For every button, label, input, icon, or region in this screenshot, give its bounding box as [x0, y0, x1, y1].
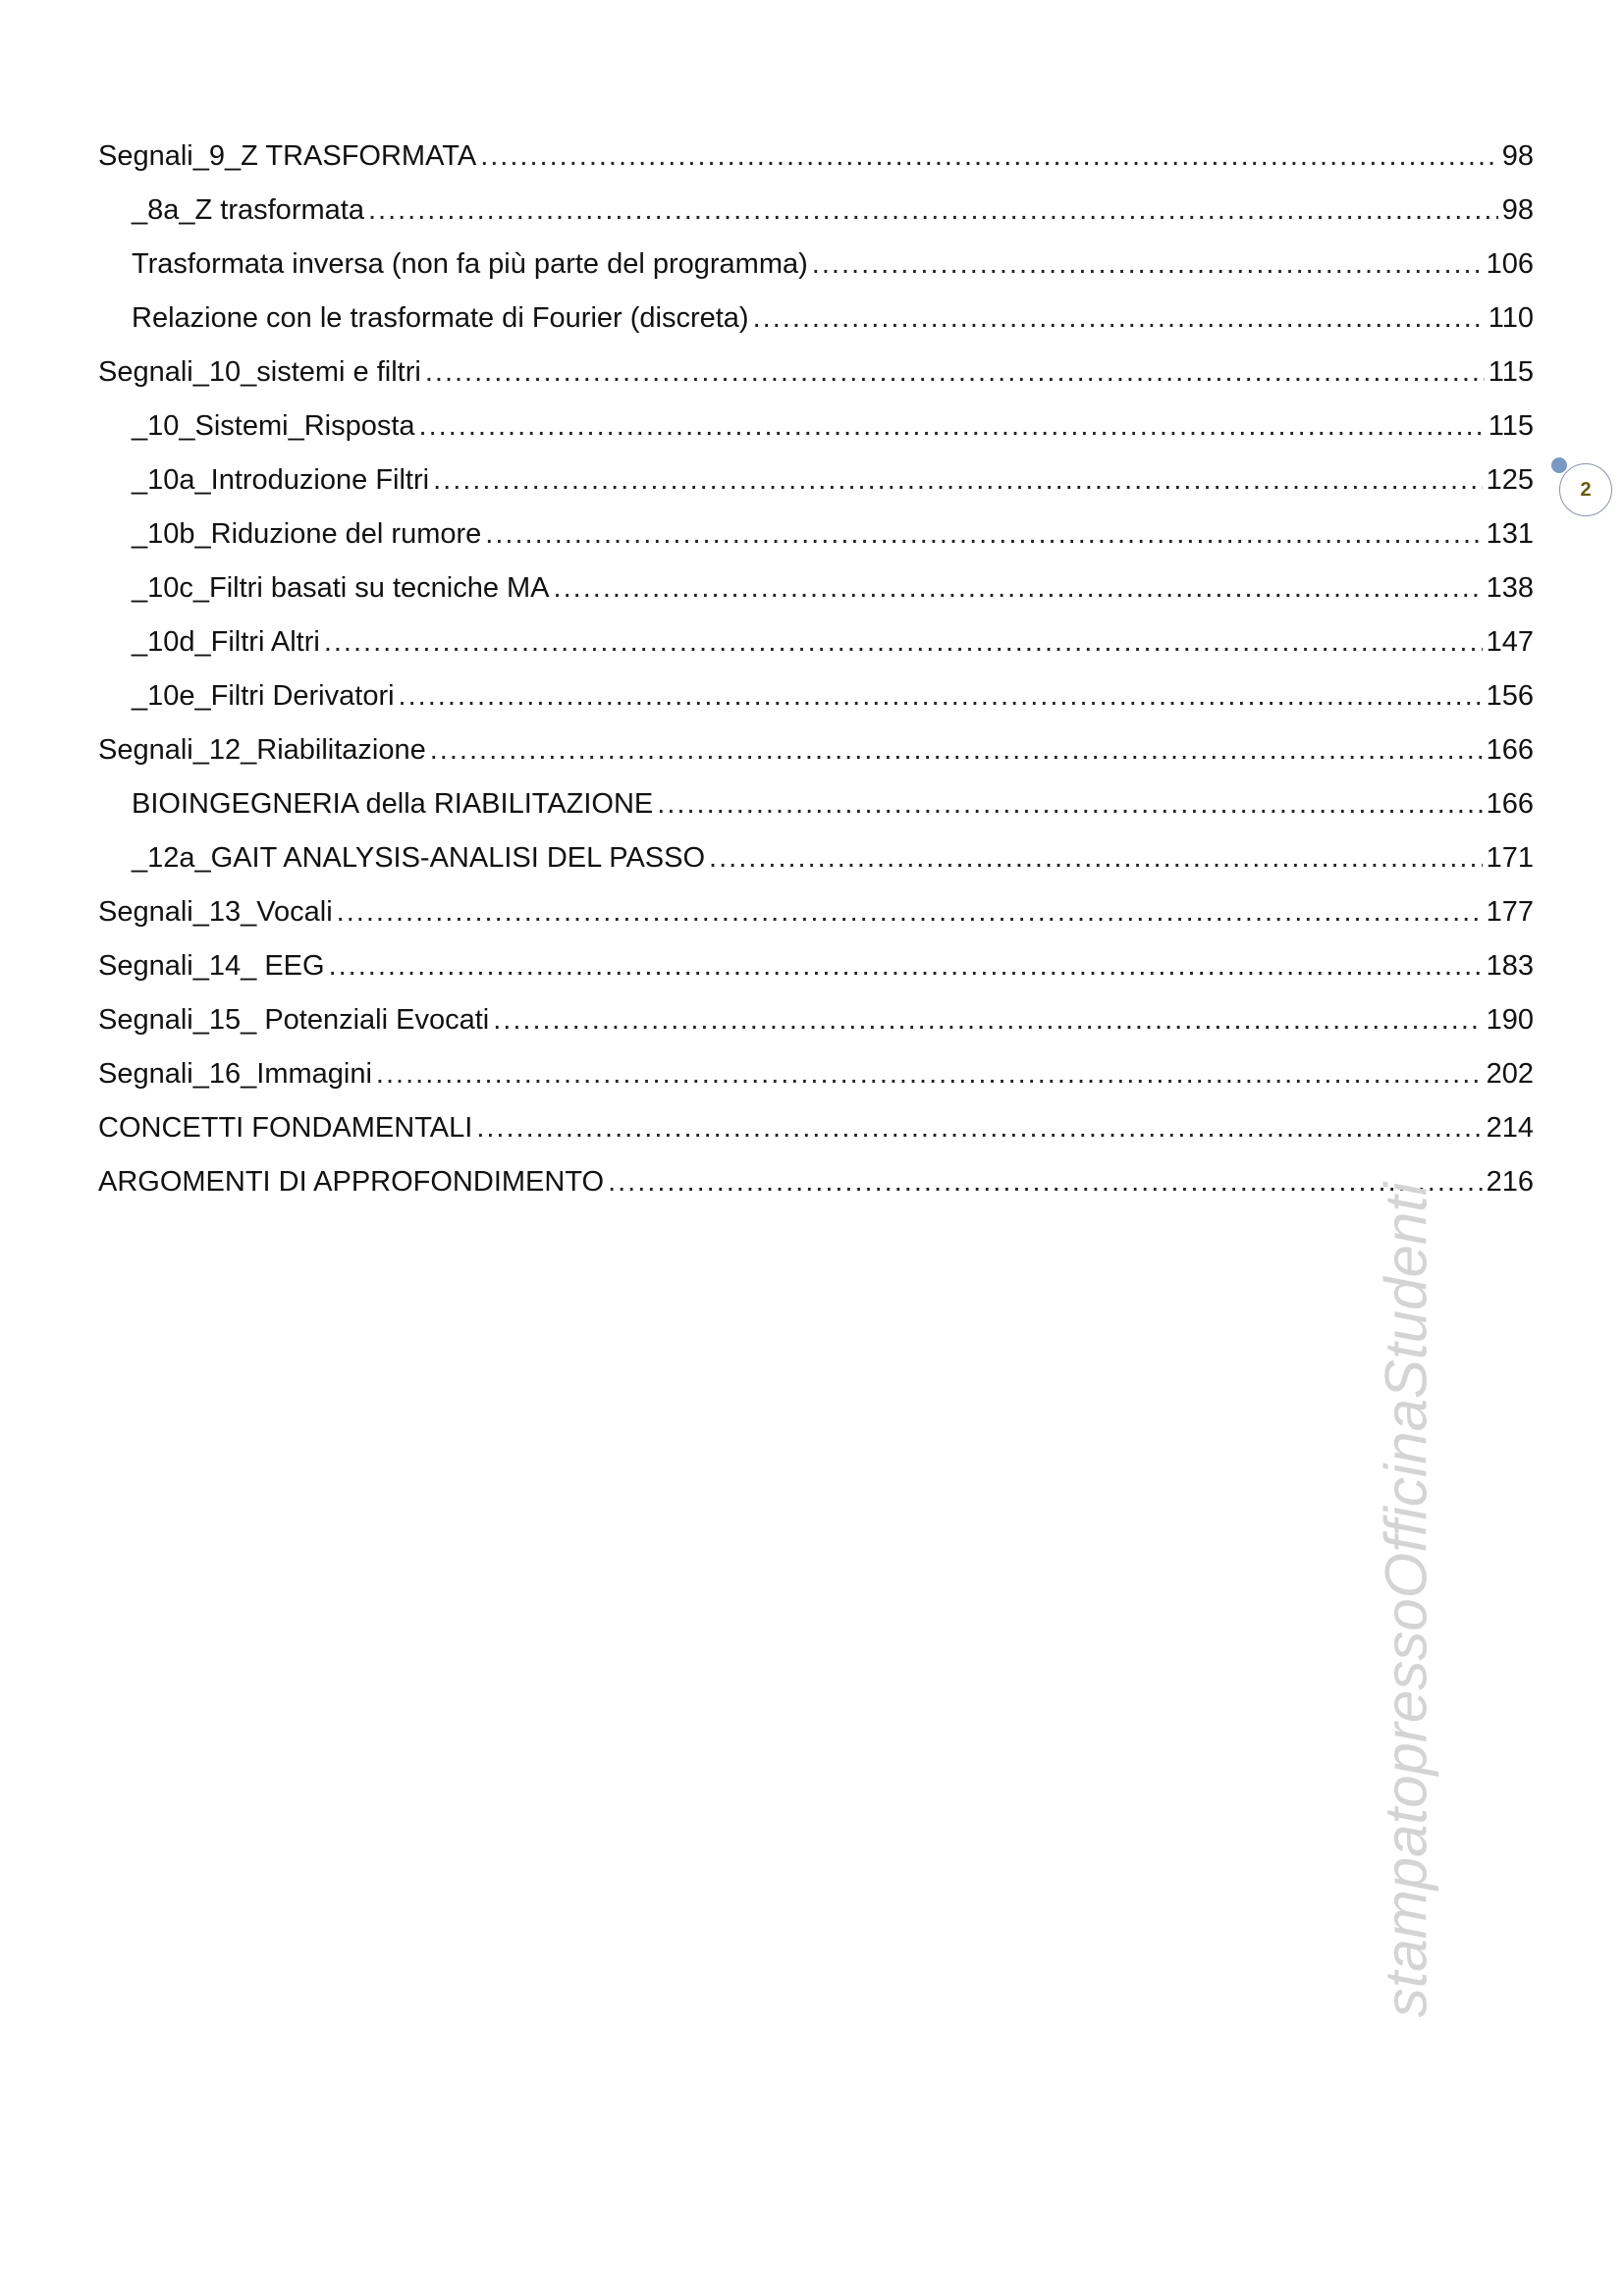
- badge-dot: [1551, 457, 1567, 473]
- toc-entry-page: 125: [1486, 464, 1534, 496]
- toc-entry-title: _10d_Filtri Altri: [132, 626, 320, 658]
- toc-entry-title: Segnali_12_Riabilitazione: [98, 734, 426, 766]
- toc-entry-title: _10_Sistemi_Risposta: [132, 410, 415, 442]
- toc-entry[interactable]: [98, 297, 1534, 351]
- toc-entry-title: _10b_Riduzione del rumore: [132, 518, 482, 550]
- toc-leader-dots: [419, 405, 1485, 447]
- toc-entry-page: 115: [1488, 356, 1534, 388]
- toc-entry-page: 147: [1486, 626, 1534, 658]
- toc-entry-title: Relazione con le trasformate di Fourier (discreta): [132, 302, 749, 334]
- toc-entry[interactable]: [98, 945, 1534, 999]
- toc-entry-title: BIOINGEGNERIA della RIABILITAZIONE: [132, 788, 654, 820]
- toc-entry[interactable]: [98, 1053, 1534, 1107]
- toc-entry[interactable]: [98, 405, 1534, 459]
- toc-entry-page: 216: [1486, 1166, 1534, 1198]
- toc-entry[interactable]: [98, 891, 1534, 945]
- toc-entry[interactable]: [98, 729, 1534, 783]
- toc-entry-page: 171: [1486, 842, 1534, 874]
- toc-entry-page: 214: [1486, 1112, 1534, 1144]
- toc-entry[interactable]: [98, 513, 1534, 567]
- toc-leader-dots: [433, 459, 1483, 501]
- toc-entry[interactable]: [98, 999, 1534, 1053]
- toc-entry-page: 115: [1488, 410, 1534, 442]
- table-of-contents: [98, 135, 1534, 1215]
- toc-leader-dots: [554, 567, 1483, 609]
- toc-leader-dots: [476, 1107, 1482, 1148]
- toc-entry-page: 190: [1486, 1004, 1534, 1036]
- toc-entry-title: ARGOMENTI DI APPROFONDIMENTO: [98, 1166, 605, 1198]
- toc-leader-dots: [324, 621, 1483, 663]
- toc-entry-title: _12a_GAIT ANALYSIS-ANALISI DEL PASSO: [132, 842, 706, 874]
- toc-entry-title: Segnali_9_Z TRASFORMATA: [98, 140, 477, 172]
- watermark: stampatopressoOfficinaStudenti: [1373, 1182, 1439, 2018]
- toc-entry-title: CONCETTI FONDAMENTALI: [98, 1112, 473, 1144]
- toc-entry[interactable]: [98, 243, 1534, 297]
- toc-entry-title: _10e_Filtri Derivatori: [132, 680, 395, 712]
- toc-leader-dots: [337, 891, 1483, 933]
- toc-leader-dots: [399, 675, 1483, 717]
- toc-entry-title: _10a_Introduzione Filtri: [132, 464, 430, 496]
- toc-leader-dots: [485, 513, 1482, 555]
- toc-entry-page: 156: [1486, 680, 1534, 712]
- toc-entry[interactable]: [98, 459, 1534, 513]
- toc-entry-title: Segnali_16_Immagini: [98, 1058, 372, 1090]
- toc-entry-page: 183: [1486, 950, 1534, 982]
- toc-entry-page: 131: [1486, 518, 1534, 550]
- toc-leader-dots: [493, 999, 1482, 1041]
- toc-entry-title: Segnali_13_Vocali: [98, 896, 333, 928]
- toc-leader-dots: [376, 1053, 1483, 1095]
- toc-entry[interactable]: [98, 1107, 1534, 1161]
- toc-leader-dots: [657, 783, 1482, 825]
- toc-leader-dots: [709, 837, 1483, 879]
- toc-entry-page: 202: [1486, 1058, 1534, 1090]
- toc-leader-dots: [329, 945, 1483, 987]
- toc-entry-title: Segnali_10_sistemi e filtri: [98, 356, 421, 388]
- toc-entry[interactable]: [98, 567, 1534, 621]
- toc-entry[interactable]: [98, 675, 1534, 729]
- toc-entry-title: Segnali_15_ Potenziali Evocati: [98, 1004, 490, 1036]
- toc-entry-title: Trasformata inversa (non fa più parte del programma): [132, 248, 808, 280]
- toc-entry[interactable]: [98, 783, 1534, 837]
- toc-entry[interactable]: [98, 1161, 1534, 1215]
- toc-entry[interactable]: [98, 189, 1534, 243]
- toc-entry-page: 110: [1488, 302, 1534, 334]
- toc-entry[interactable]: [98, 837, 1534, 891]
- toc-leader-dots: [430, 729, 1483, 771]
- toc-leader-dots: [368, 189, 1498, 231]
- toc-entry-page: 98: [1501, 194, 1534, 226]
- toc-entry-title: Segnali_14_ EEG: [98, 950, 325, 982]
- toc-entry[interactable]: [98, 621, 1534, 675]
- toc-entry-page: 177: [1486, 896, 1534, 928]
- toc-entry[interactable]: [98, 351, 1534, 405]
- toc-leader-dots: [425, 351, 1485, 393]
- toc-entry-page: 166: [1486, 788, 1534, 820]
- toc-entry-title: _8a_Z trasformata: [132, 194, 364, 226]
- toc-leader-dots: [480, 135, 1498, 177]
- toc-leader-dots: [753, 297, 1485, 339]
- toc-entry-page: 106: [1486, 248, 1534, 280]
- toc-entry[interactable]: [98, 135, 1534, 189]
- toc-entry-page: 166: [1486, 734, 1534, 766]
- toc-leader-dots: [812, 243, 1483, 285]
- toc-entry-page: 138: [1486, 572, 1534, 604]
- toc-entry-title: _10c_Filtri basati su tecniche MA: [132, 572, 550, 604]
- toc-leader-dots: [608, 1161, 1483, 1202]
- page-number-badge: 2: [1559, 463, 1612, 516]
- toc-entry-page: 98: [1501, 140, 1534, 172]
